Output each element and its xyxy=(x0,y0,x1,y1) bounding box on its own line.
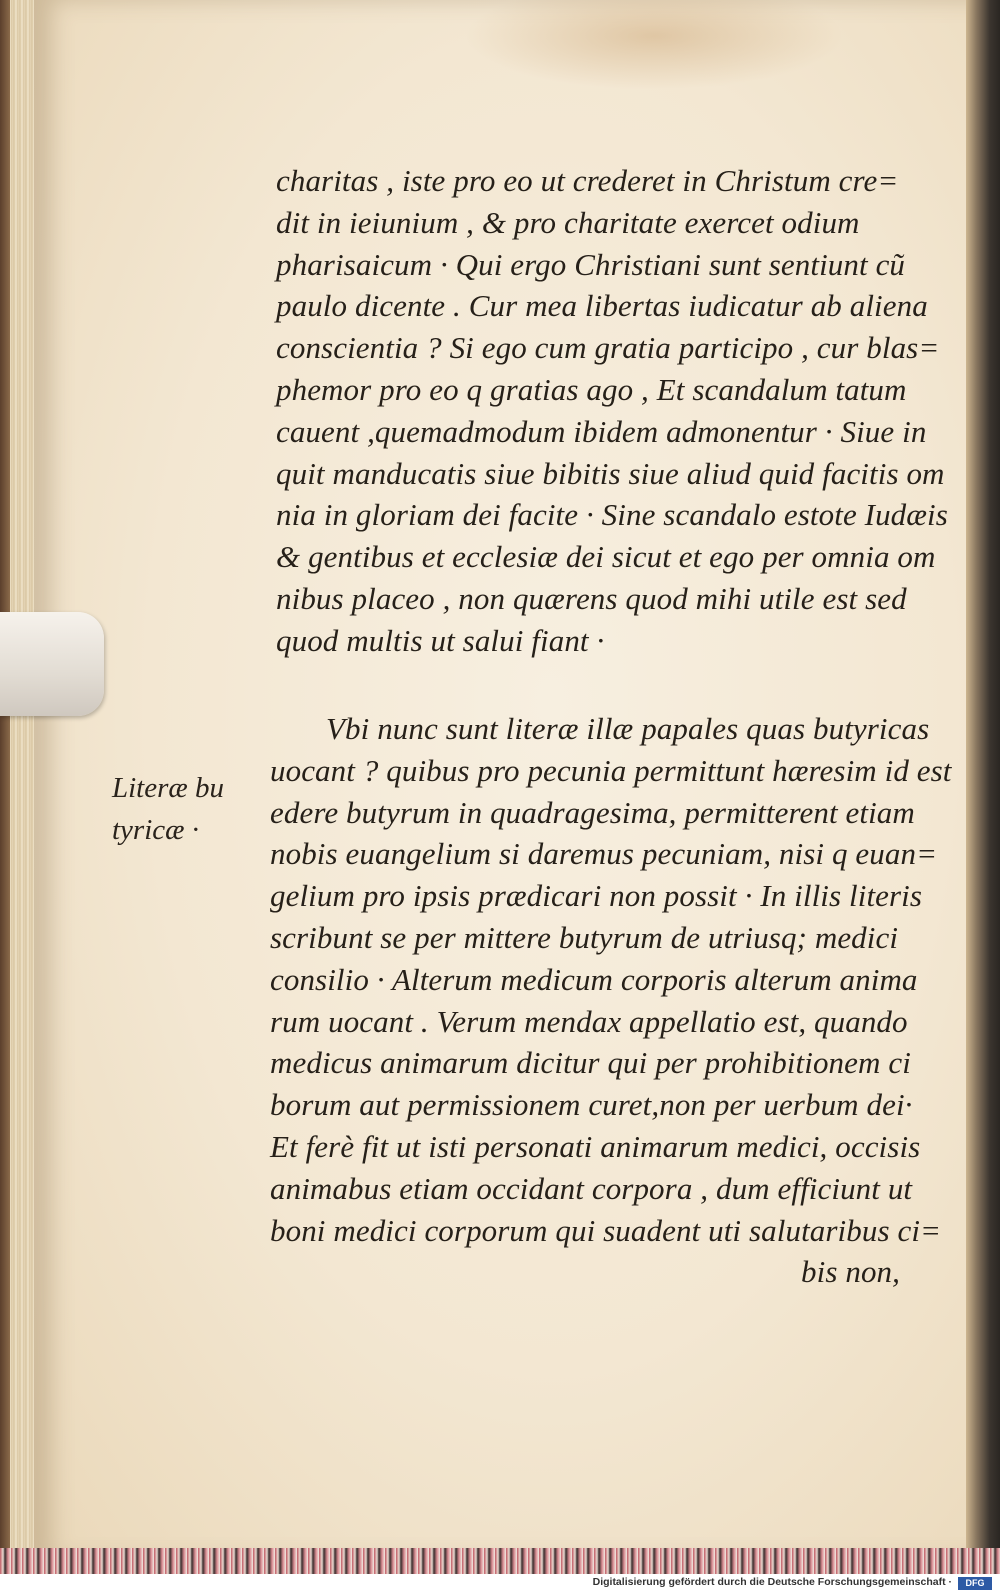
marginal-note-line: tyricæ · xyxy=(112,814,199,846)
text-line: pharisaicum · Qui ergo Christiani sunt sentiunt cũ xyxy=(276,246,906,282)
text-line: dit in ieiunium , & pro charitate exercet odium xyxy=(276,204,860,240)
text-line: animabus etiam occidant corpora , dum efficiunt ut xyxy=(270,1170,913,1206)
text-line: nibus placeo , non quærens quod mihi utile est sed xyxy=(276,580,907,616)
text-line: phemor pro eo q gratias ago , Et scandalum tatum xyxy=(276,371,907,407)
text-line: paulo dicente . Cur mea libertas iudicatur ab aliena xyxy=(276,288,928,324)
footer-credit: Digitalisierung gefördert durch die Deutsche Forschungsgemeinschaft · xyxy=(592,1576,952,1588)
page-right-edge xyxy=(966,0,1000,1574)
text-line: uocant ? quibus pro pecunia permittunt hæresim id est xyxy=(270,752,952,788)
bottom-cloth xyxy=(0,1548,1000,1574)
text-line: gelium pro ipsis prædicari non possit · In illis literis xyxy=(270,878,923,914)
digitization-footer xyxy=(0,1575,1000,1593)
marginal-note-line: Literæ bu xyxy=(112,772,224,804)
book-binding xyxy=(0,0,10,1574)
text-line: nia in gloriam dei facite · Sine scandalo estote Iudæis xyxy=(276,497,948,533)
text-line: rum uocant . Verum mendax appellatio est, quando xyxy=(270,1003,908,1039)
text-line: Et ferè fit ut isti personati animarum medici, occisis xyxy=(270,1128,921,1164)
text-line: boni medici corporum qui suadent uti salutaribus ci= xyxy=(270,1212,942,1248)
marginal-note xyxy=(112,767,272,851)
text-line: cauent ,quemadmodum ibidem admonentur · Siue in xyxy=(276,413,927,449)
text-line: charitas , iste pro eo ut crederet in Christum cre= xyxy=(276,163,899,198)
text-line: quod multis ut salui fiant · xyxy=(276,622,605,658)
text-line: medicus animarum dicitur qui per prohibitionem ci xyxy=(270,1045,911,1081)
text-line: quit manducatis siue bibitis siue aliud quid facitis om xyxy=(276,455,945,491)
water-stain xyxy=(464,0,844,90)
text-line: consilio · Alterum medicum corporis alterum anima xyxy=(270,961,918,997)
bookmark-tab xyxy=(0,612,104,716)
text-line: conscientia ? Si ego cum gratia participo , cur blas= xyxy=(276,330,940,366)
main-text-paragraph-2 xyxy=(270,708,952,1293)
text-line: & gentibus et ecclesiæ dei sicut et ego per omnia om xyxy=(276,539,936,575)
catchword-line: bis non, xyxy=(801,1254,900,1290)
main-text-paragraph-1 xyxy=(276,160,946,662)
text-line: Vbi nunc sunt literæ illæ papales quas butyricas xyxy=(326,711,930,746)
text-line: borum aut permissionem curet,non per uerbum dei· xyxy=(270,1087,913,1123)
text-line: nobis euangelium si daremus pecuniam, nisi q euan= xyxy=(270,836,938,872)
text-line: edere butyrum in quadragesima, permitterent etiam xyxy=(270,794,915,830)
dfg-logo-icon: DFG xyxy=(958,1577,992,1590)
text-line: scribunt se per mittere butyrum de utriusq; medici xyxy=(270,919,899,955)
